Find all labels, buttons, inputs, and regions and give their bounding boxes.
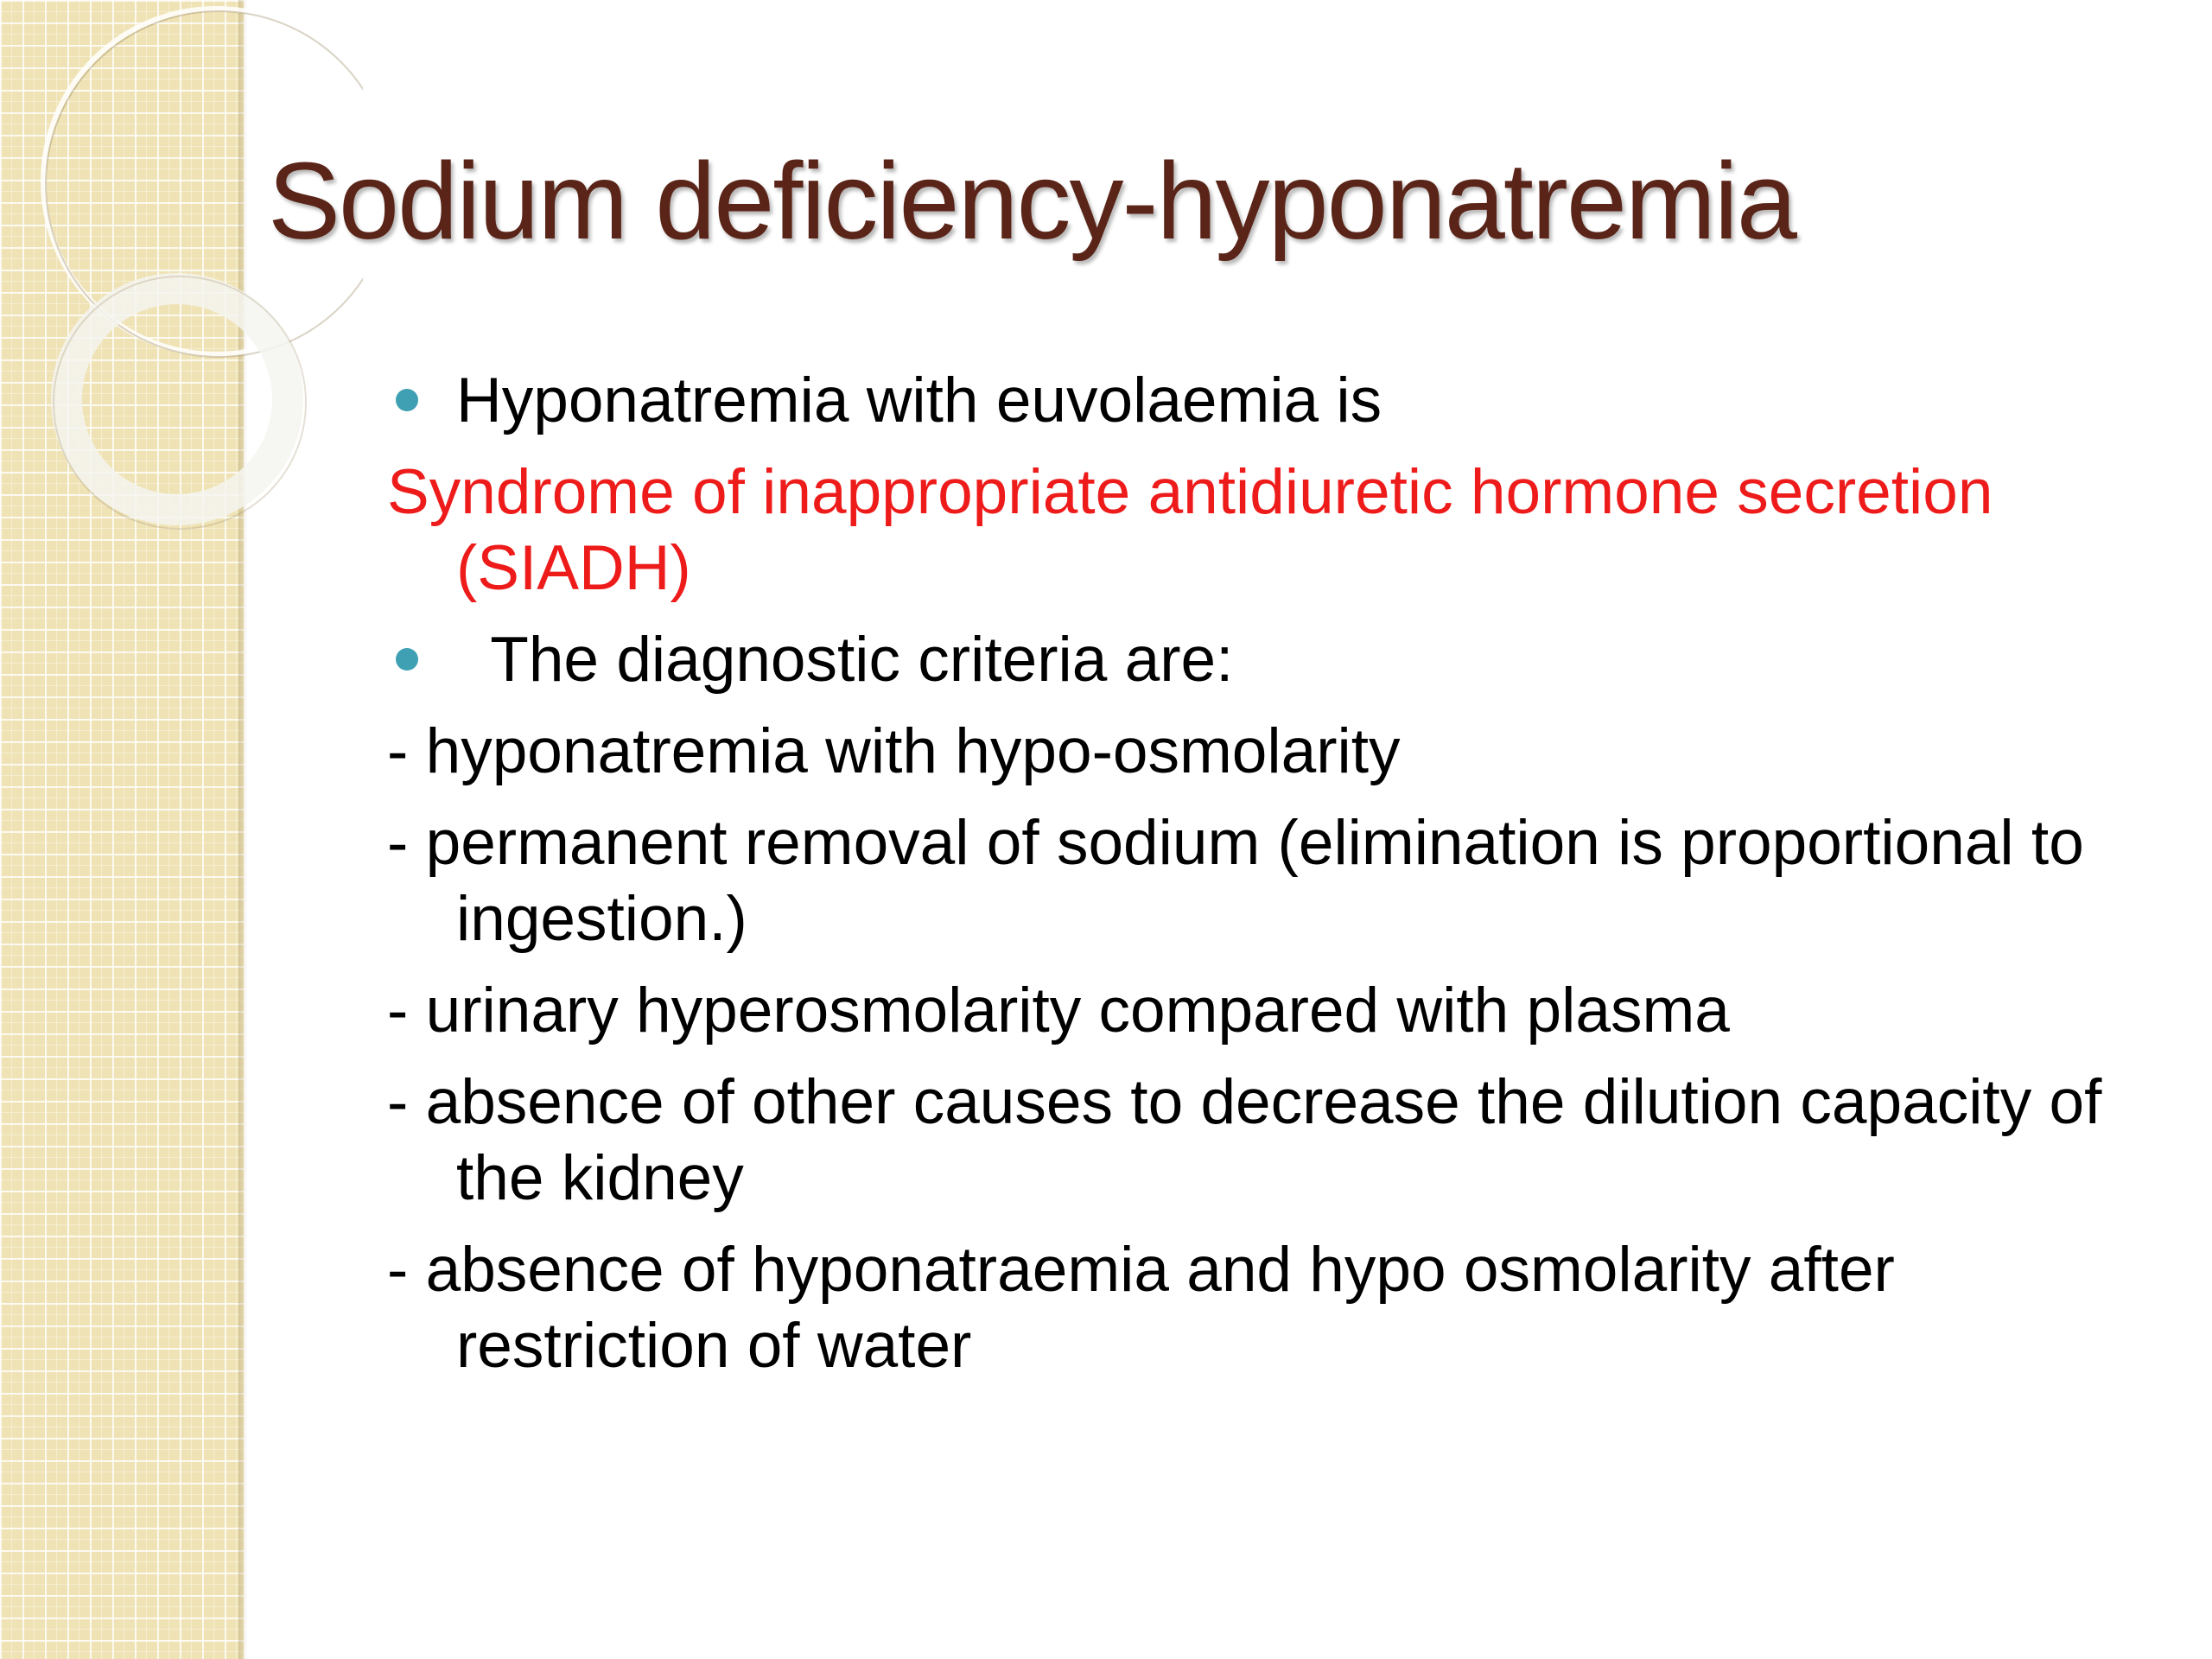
criteria-item: - urinary hyperosmolarity compared with plasma <box>387 976 1730 1046</box>
slide-body <box>387 363 2167 1400</box>
slide-title: Sodium deficiency-hyponatremia <box>268 140 1796 262</box>
small-ring <box>67 289 288 510</box>
criteria-item: - hyponatremia with hypo-osmolarity <box>387 716 1401 786</box>
bullet-dot-icon <box>396 648 418 671</box>
criteria-item: - absence of other causes to decrease the dilution capacity of the kidney <box>387 1067 2102 1213</box>
bullet-dot-icon <box>396 389 418 411</box>
bullet-item <box>387 622 2167 698</box>
decorative-rings <box>0 0 363 605</box>
siadh-text: Syndrome of inappropriate antidiuretic hormone secretion (SIADH) <box>387 457 1993 603</box>
criteria-item: - permanent removal of sodium (elimination is proportional to ingestion.) <box>387 808 2084 954</box>
criteria-item: - absence of hyponatraemia and hypo osmolarity after restriction of water <box>387 1235 1895 1381</box>
bullet-text: The diagnostic criteria are: <box>456 625 1234 695</box>
bullet-item <box>387 363 2167 439</box>
bullet-text: Hyponatremia with euvolaemia is <box>456 365 1382 435</box>
